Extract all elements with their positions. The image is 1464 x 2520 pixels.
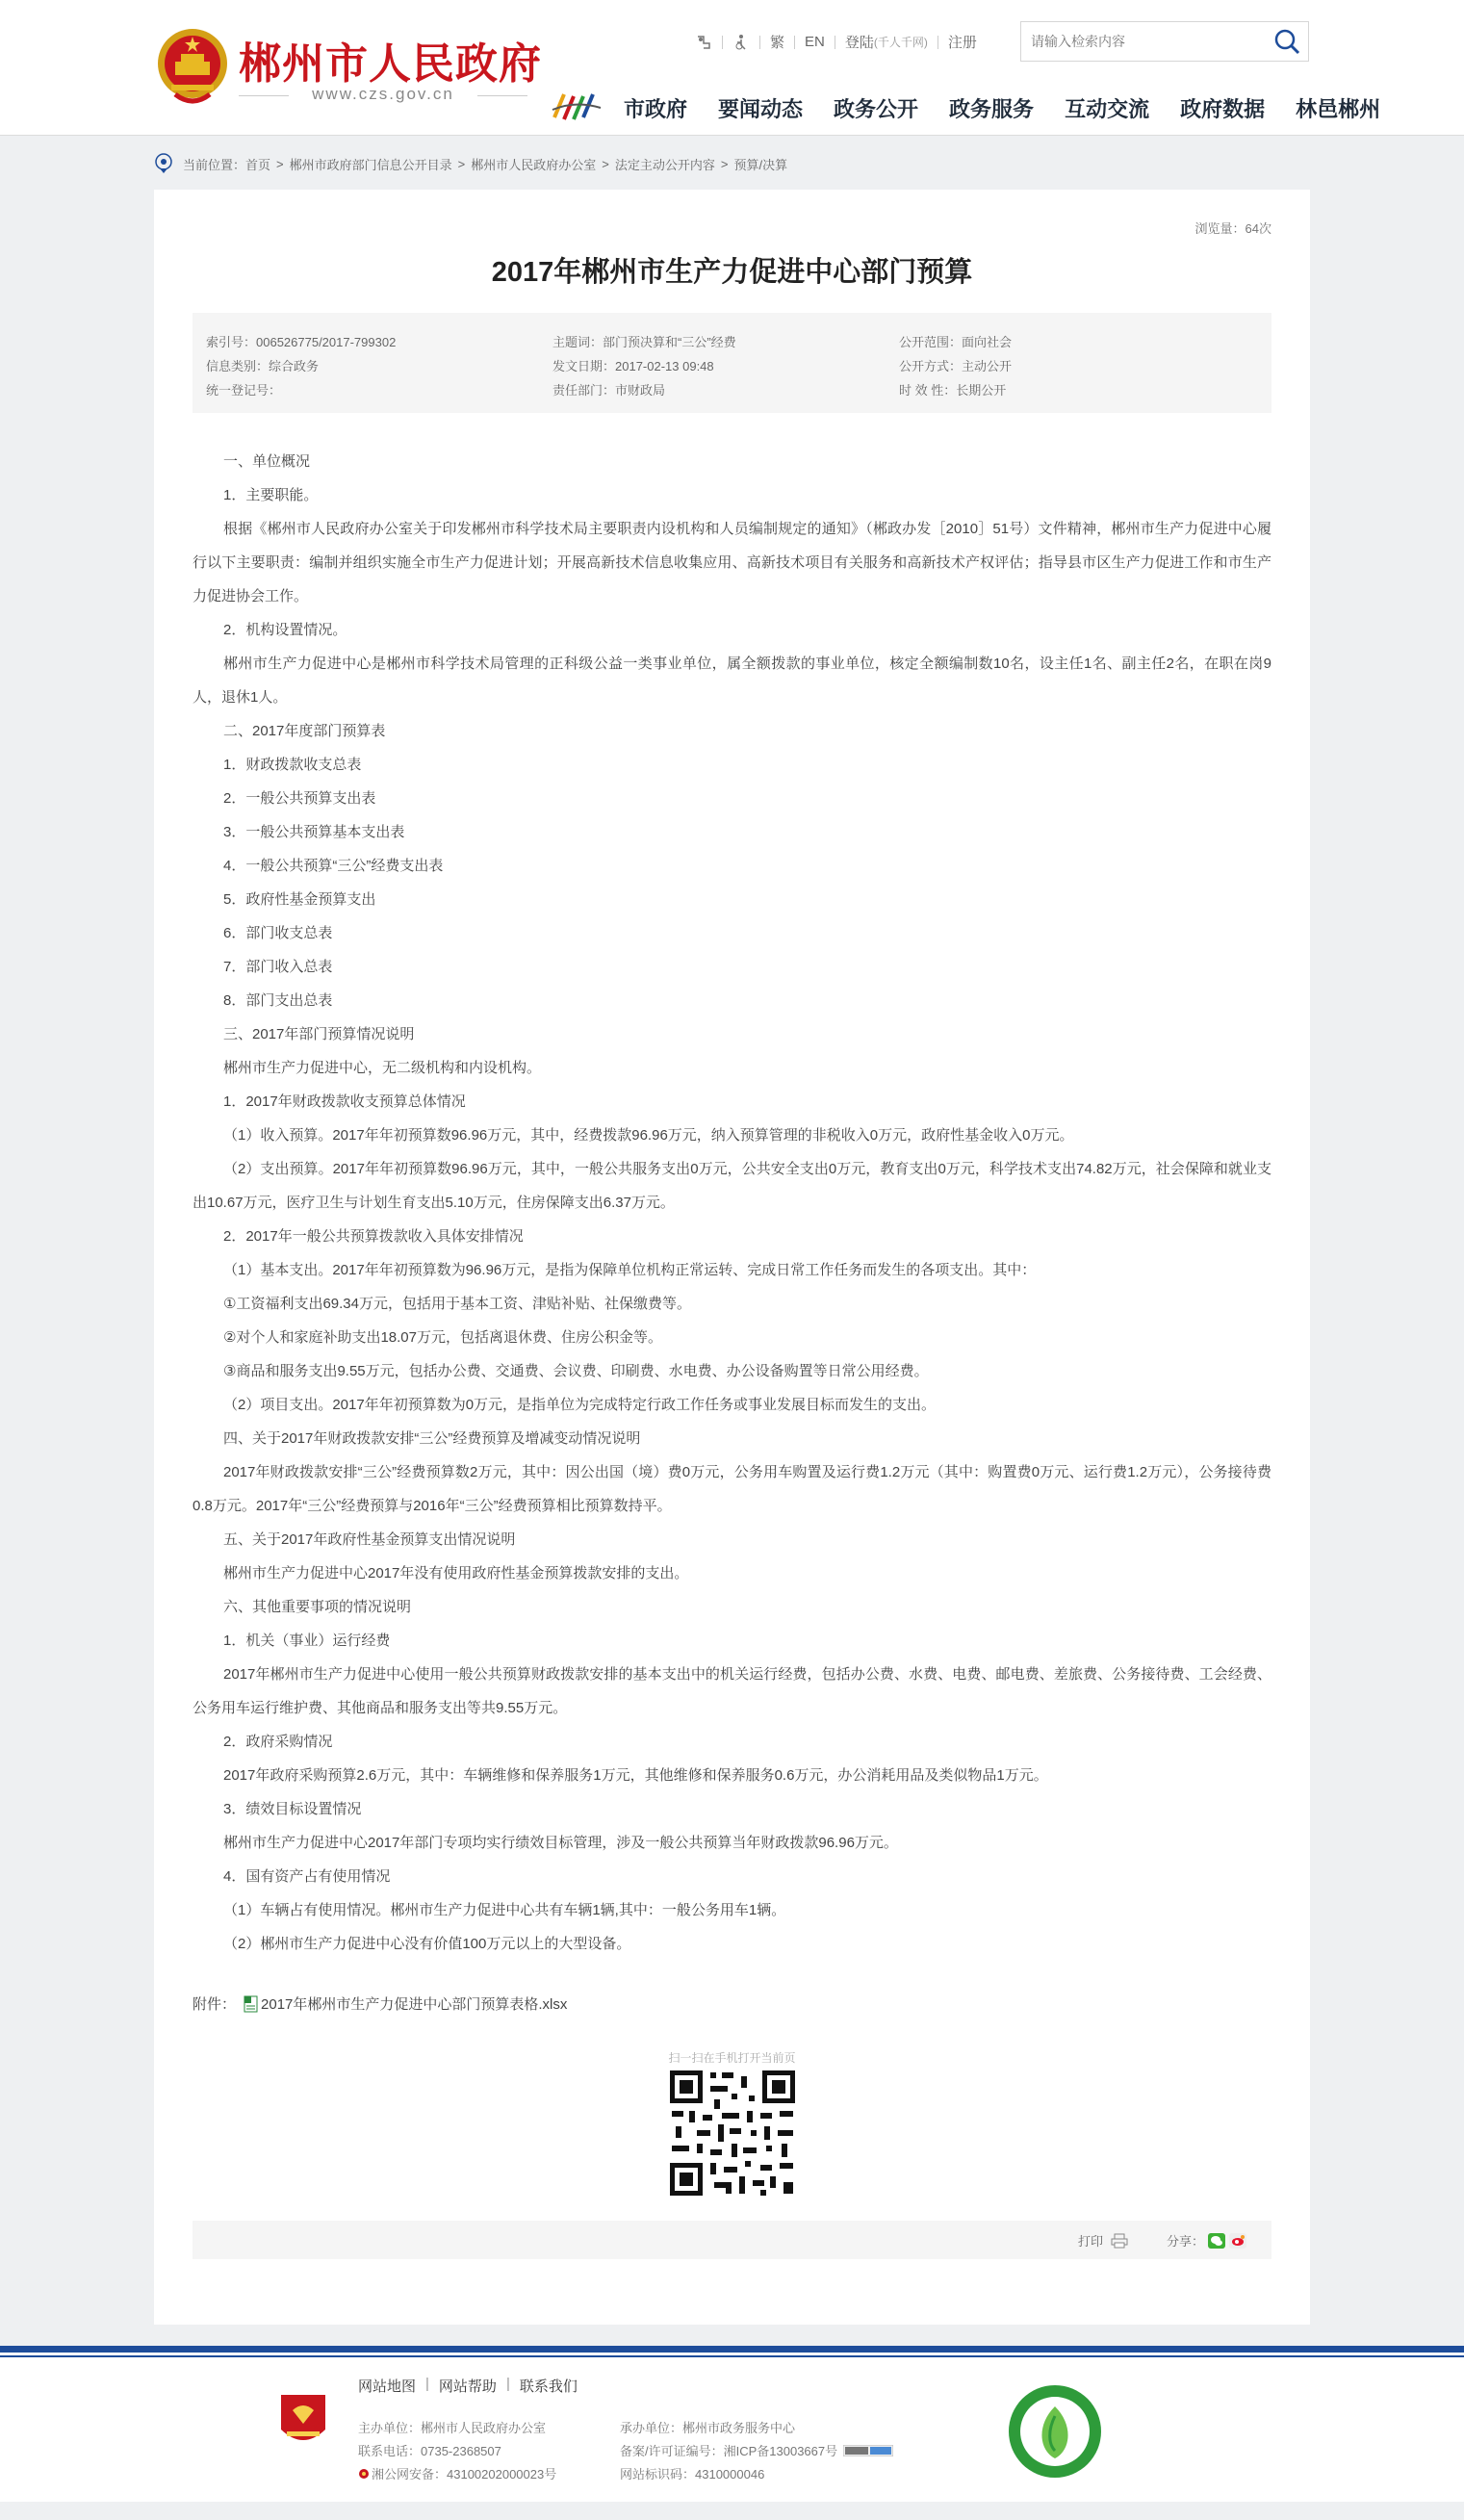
- paragraph: 一、单位概况: [223, 453, 311, 470]
- attachment: [193, 1993, 567, 2014]
- breadcrumb-budget[interactable]: 预算/决算: [733, 157, 788, 172]
- footer-link-sitemap[interactable]: 网站地图: [358, 2379, 417, 2395]
- breadcrumb-separator: >: [720, 156, 729, 171]
- paragraph: ②对个人和家庭补助支出18.07万元，包括离退休费、住房公积金等。: [223, 1329, 662, 1346]
- hand-logo-icon: [551, 89, 603, 123]
- site-footer: [0, 2346, 1464, 2502]
- search-box: [1020, 21, 1309, 62]
- paragraph: 三、2017年部门预算情况说明: [223, 1026, 415, 1042]
- paragraph: 2017年政府采购预算2.6万元，其中：车辆维修和保养服务1万元，其他维修和保养服务0.6万元，办公消耗用品及类似物品1万元。: [223, 1767, 1048, 1784]
- civilized-city-logo-icon: [1007, 2383, 1103, 2480]
- site-header: [0, 0, 1464, 136]
- paragraph: 1．机关（事业）运行经费: [223, 1633, 391, 1649]
- site-url: www.czs.gov.cn: [239, 85, 527, 104]
- article-panel: [154, 190, 1310, 2325]
- meta-subject: 主题词：部门预决算和“三公”经费: [552, 335, 736, 349]
- breadcrumb-home[interactable]: 首页: [245, 157, 271, 172]
- paragraph: 五、关于2017年政府性基金预算支出情况说明: [223, 1531, 516, 1548]
- paragraph: 7．部门收入总表: [223, 959, 333, 975]
- paragraph: 4．国有资产占有使用情况: [223, 1868, 391, 1885]
- breadcrumb-separator: >: [602, 156, 609, 171]
- paragraph: 8．部门支出总表: [223, 992, 333, 1009]
- footer-police[interactable]: 湘公网安备：43100202000023号: [372, 2467, 557, 2481]
- meta-scope: 公开范围：面向社会: [899, 335, 1013, 349]
- printer-icon: [1111, 2233, 1128, 2249]
- breadcrumb-separator: >: [276, 156, 284, 171]
- accessibility-icon[interactable]: [695, 34, 712, 51]
- nav-item-news[interactable]: 要闻动态: [718, 97, 804, 121]
- paragraph: 根据《郴州市人民政府办公室关于印发郴州市科学技术局主要职责内设机构和人员编制规定的通知》（郴政办发［2010］51号）文件精神，郴州市生产力促进中心履行以下主要职责：编制并组织实施全市生产力促进计划；开展高新技术信息收集应用、高新技术项目有关服务和高新技术产权评估；指导县市区生产力促进工作和市生产力促进协会工作。: [193, 521, 1271, 604]
- paragraph: 2．机构设置情况。: [223, 622, 347, 638]
- print-button[interactable]: [1078, 2231, 1128, 2250]
- paragraph: （2）郴州市生产力促进中心没有价值100万元以上的大型设备。: [223, 1936, 631, 1952]
- paragraph: 1．2017年财政拨款收支预算总体情况: [223, 1093, 466, 1110]
- paragraph: ①工资福利支出69.34万元，包括用于基本工资、津贴补贴、社保缴费等。: [223, 1296, 691, 1312]
- nav-item-interaction[interactable]: 互动交流: [1065, 97, 1150, 121]
- nav-item-open-gov[interactable]: 政务公开: [834, 97, 919, 121]
- paragraph: （2）支出预算。2017年年初预算数96.96万元，其中，一般公共服务支出0万元，公共安全支出0万元，教育支出0万元，科学技术支出74.82万元，社会保障和就业支出10.67万元，医疗卫生与计划生育支出5.10万元，住房保障支出6.37万元。: [193, 1161, 1271, 1211]
- footer-police-row: [358, 2464, 556, 2482]
- paragraph: 3．绩效目标设置情况: [223, 1801, 362, 1817]
- site-name[interactable]: 郴州市人民政府: [239, 40, 542, 88]
- meta-validity: 时 效 性：长期公开: [899, 383, 1007, 398]
- footer-link-help[interactable]: 网站帮助: [438, 2379, 497, 2395]
- login-sub-label: (千人千网): [873, 36, 928, 49]
- print-label: 打印: [1078, 2234, 1104, 2249]
- top-links: [695, 32, 977, 52]
- footer-link-contact[interactable]: 联系我们: [519, 2379, 578, 2395]
- breadcrumb-label: 当前位置：: [183, 157, 246, 172]
- breadcrumb-statutory[interactable]: 法定主动公开内容: [614, 157, 715, 172]
- login-link[interactable]: 登陆: [844, 35, 874, 51]
- main-nav: [624, 93, 1380, 123]
- paragraph: 2017年郴州市生产力促进中心使用一般公共预算财政拨款安排的基本支出中的机关运行经费，包括办公费、水费、电费、邮电费、差旅费、公务接待费、工会经费、公务用车运行维护费、其他商品和服务支出等共9.55万元。: [193, 1666, 1271, 1716]
- share-label: 分享：: [1167, 2234, 1205, 2249]
- excel-file-icon: [244, 1995, 259, 2013]
- paragraph: （1）车辆占有使用情况。郴州市生产力促进中心共有车辆1辆,其中：一般公务用车1辆。: [223, 1902, 786, 1918]
- paragraph: 郴州市生产力促进中心是郴州市科学技术局管理的正科级公益一类事业单位，属全额拨款的事业单位，核定全额编制数10名，设主任1名、副主任2名，在职在岗9人，退休1人。: [193, 656, 1271, 706]
- breadcrumb: [154, 153, 787, 174]
- footer-phone: 联系电话：0735-2368507: [358, 2444, 501, 2458]
- paragraph: （1）收入预算。2017年年初预算数96.96万元，其中，经费拨款96.96万元，纳入预算管理的非税收入0万元，政府性基金收入0万元。: [223, 1127, 1074, 1144]
- paragraph: 6．部门收支总表: [223, 925, 333, 941]
- view-count: 浏览量：64次: [1194, 221, 1271, 236]
- paragraph: 3．一般公共预算基本支出表: [223, 824, 405, 840]
- paragraph: 2．一般公共预算支出表: [223, 790, 376, 807]
- paragraph: 2．2017年一般公共预算拨款收入具体安排情况: [223, 1228, 524, 1245]
- meta-method: 公开方式：主动公开: [899, 359, 1013, 373]
- page-title: 2017年郴州市生产力促进中心部门预算: [491, 257, 973, 288]
- english-link[interactable]: EN: [805, 34, 825, 50]
- register-link[interactable]: 注册: [947, 35, 977, 51]
- paragraph: 四、关于2017年财政拨款安排“三公”经费预算及增减变动情况说明: [223, 1430, 641, 1447]
- party-gov-logo-icon: [277, 2391, 329, 2451]
- meta-dept: 责任部门：市财政局: [552, 383, 666, 398]
- search-icon[interactable]: [1271, 26, 1302, 57]
- article-body: [193, 445, 1271, 1961]
- qr-label: 扫一扫在手机打开当前页: [668, 2051, 796, 2065]
- attachment-link[interactable]: 2017年郴州市生产力促进中心部门预算表格.xlsx: [261, 1996, 568, 2013]
- paragraph: 六、其他重要事项的情况说明: [223, 1599, 412, 1615]
- footer-site-id: 网站标识码：4310000046: [620, 2467, 765, 2481]
- nav-item-city-gov[interactable]: 市政府: [624, 97, 688, 121]
- meta-reg-no: 统一登记号：: [206, 383, 282, 398]
- paragraph: 2017年财政拨款安排“三公”经费预算数2万元，其中：因公出国（境）费0万元，公务用车购置及运行费1.2万元（其中：购置费0万元、运行费1.2万元），公务接待费0.8万元。2017年“三公”经费预算与2016年“三公”经费预算相比预算数持平。: [193, 1464, 1271, 1514]
- wechat-icon[interactable]: [1208, 2233, 1225, 2249]
- paragraph: 郴州市生产力促进中心2017年部门专项均实行绩效目标管理，涉及一般公共预算当年财政拨款96.96万元。: [223, 1835, 898, 1851]
- qr-code-icon: [668, 2069, 797, 2198]
- paragraph: 二、2017年度部门预算表: [223, 723, 386, 739]
- paragraph: 郴州市生产力促进中心，无二级机构和内设机构。: [223, 1060, 542, 1076]
- breadcrumb-office[interactable]: 郴州市人民政府办公室: [471, 157, 597, 172]
- nav-item-linyi-chenzhou[interactable]: 林邑郴州: [1296, 97, 1381, 121]
- elderly-mode-icon[interactable]: [732, 34, 750, 51]
- footer-host: 主办单位：郴州市人民政府办公室: [358, 2421, 547, 2435]
- paragraph: 1．财政拨款收支总表: [223, 757, 362, 773]
- meta-index-no: 索引号：006526775/2017-799302: [206, 335, 397, 349]
- national-emblem-icon: [154, 25, 231, 108]
- paragraph: 4．一般公共预算“三公”经费支出表: [223, 858, 444, 874]
- breadcrumb-catalog[interactable]: 郴州市政府部门信息公开目录: [289, 157, 452, 172]
- search-input[interactable]: [1021, 22, 1262, 61]
- meta-date: 发文日期：2017-02-13 09:48: [552, 359, 714, 373]
- share-bar: [1167, 2231, 1246, 2250]
- breadcrumb-separator: >: [457, 156, 466, 171]
- paragraph: 5．政府性基金预算支出: [223, 891, 376, 908]
- footer-links: 网站地图 | 网站帮助 | 联系我们: [358, 2376, 578, 2395]
- article-toolbar: [193, 2221, 1271, 2259]
- nav-item-gov-data[interactable]: 政府数据: [1180, 97, 1266, 121]
- police-badge-icon: [358, 2468, 370, 2480]
- paragraph: 郴州市生产力促进中心2017年没有使用政府性基金预算拨款安排的支出。: [223, 1565, 689, 1581]
- traditional-chinese-link[interactable]: 繁: [770, 35, 785, 51]
- paragraph: 1．主要职能。: [223, 487, 319, 503]
- weibo-icon[interactable]: [1229, 2233, 1246, 2249]
- footer-organizer: 承办单位：郴州市政务服务中心: [620, 2421, 796, 2435]
- attachment-label: 附件：: [193, 1996, 237, 2013]
- footer-icp[interactable]: 备案/许可证编号：湘ICP备13003667号: [620, 2444, 838, 2458]
- nav-item-services[interactable]: 政务服务: [949, 97, 1035, 121]
- meta-category: 信息类别：综合政务: [206, 359, 320, 373]
- paragraph: （2）项目支出。2017年年初预算数为0万元，是指单位为完成特定行政工作任务或事业发展目标而发生的支出。: [223, 1397, 937, 1413]
- paragraph: （1）基本支出。2017年年初预算数为96.96万元，是指为保障单位机构正常运转、完成日常工作任务而发生的各项支出。其中：: [223, 1262, 1037, 1278]
- paragraph: 2．政府采购情况: [223, 1734, 333, 1750]
- meta-info-box: [193, 313, 1271, 413]
- cnzz-badge-icon[interactable]: [843, 2445, 893, 2456]
- location-pin-icon: [154, 153, 173, 174]
- paragraph: ③商品和服务支出9.55万元，包括办公费、交通费、会议费、印刷费、水电费、办公设备购置等日常公用经费。: [223, 1363, 929, 1379]
- footer-icp-row: [620, 2441, 893, 2459]
